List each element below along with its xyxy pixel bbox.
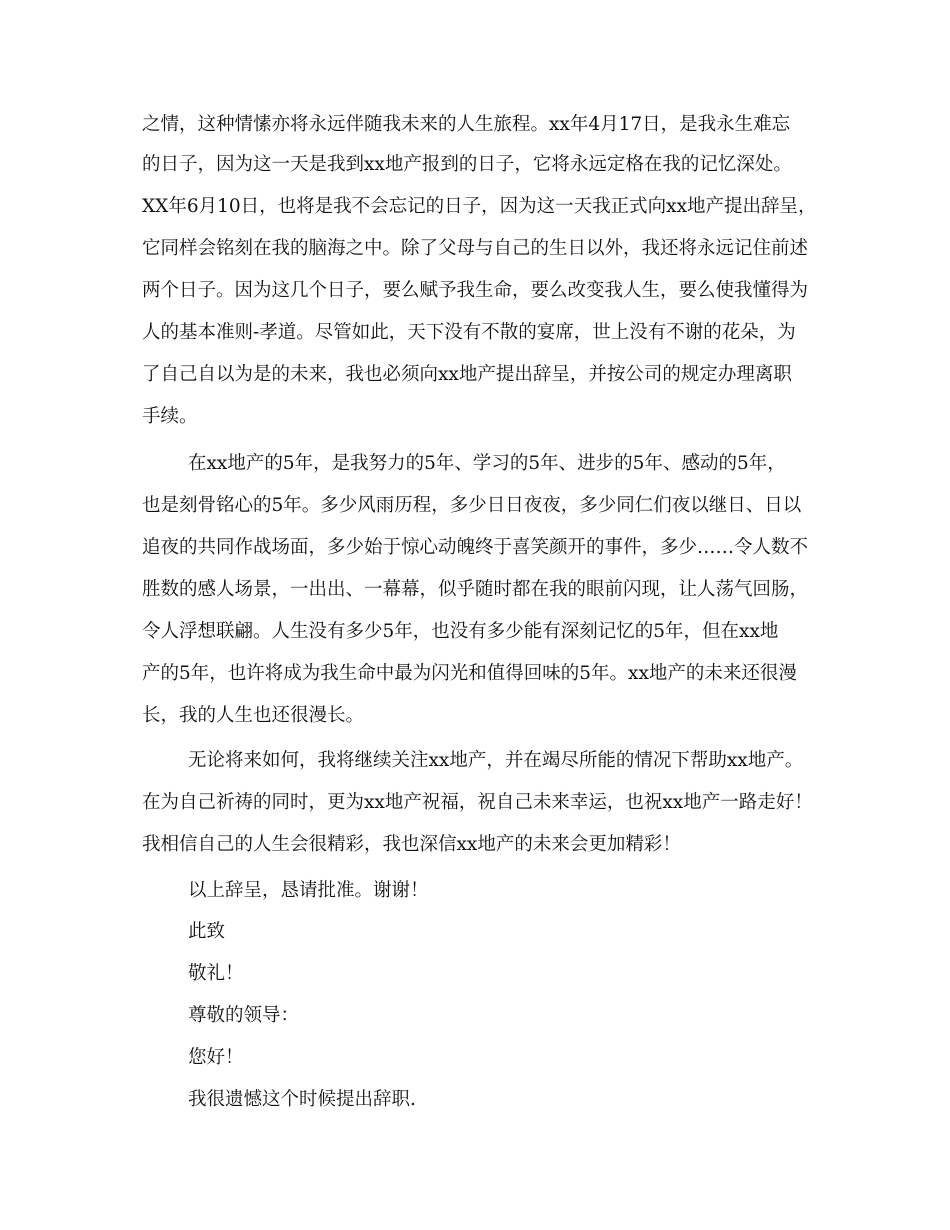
paragraph-line: 两个日子。因为这几个日子，要么赋予我生命，要么改变我人生，要么使我懂得为 <box>142 280 809 301</box>
paragraph-line: 长，我的人生也还很漫长。 <box>142 705 365 726</box>
paragraph-line: 之情，这种情愫亦将永远伴随我未来的人生旅程。xx年4月17日，是我永生难忘 <box>142 114 791 135</box>
greeting-line: 您好！ <box>188 1047 244 1068</box>
paragraph-line: 胜数的感人场景，一出出、一幕幕，似乎随时都在我的眼前闪现，让人荡气回肠， <box>142 579 809 600</box>
paragraph-line: XX年6月10日，也将是我不会忘记的日子，因为这一天我正式向xx地产提出辞呈， <box>142 196 817 217</box>
paragraph-line: 人的基本准则-孝道。尽管如此，天下没有不散的宴席，世上没有不谢的花朵，为 <box>142 322 796 343</box>
paragraph-line: 了自己自以为是的未来，我也必须向xx地产提出辞呈，并按公司的规定办理离职 <box>142 364 792 385</box>
paragraph-line: 我相信自己的人生会很精彩，我也深信xx地产的未来会更加精彩！ <box>142 834 681 855</box>
paragraph-line: 它同样会铭刻在我的脑海之中。除了父母与自己的生日以外，我还将永远记住前述 <box>142 238 809 259</box>
paragraph-line: 手续。 <box>142 406 198 427</box>
paragraph-line: 追夜的共同作战场面，多少始于惊心动魄终于喜笑颜开的事件，多少……令人数不 <box>142 537 809 558</box>
salutation-line: 敬礼！ <box>188 963 244 984</box>
paragraph-line: 的日子，因为这一天是我到xx地产报到的日子，它将永远定格在我的记忆深处。 <box>142 154 792 175</box>
paragraph-line: 在xx地产的5年，是我努力的5年、学习的5年、进步的5年、感动的5年， <box>188 453 786 474</box>
paragraph-line: 在为自己祈祷的同时，更为xx地产祝福，祝自己未来幸运，也祝xx地产一路走好！ <box>142 792 813 813</box>
greeting-line: 尊敬的领导： <box>188 1005 300 1026</box>
paragraph-line: 产的5年，也许将成为我生命中最为闪光和值得回味的5年。xx地产的未来还很漫 <box>142 663 797 684</box>
paragraph-line: 我很遗憾这个时候提出辞职. <box>188 1089 416 1110</box>
salutation-line: 此致 <box>188 921 226 942</box>
closing-line: 以上辞呈，恳请批准。谢谢！ <box>188 880 429 901</box>
paragraph-line: 无论将来如何，我将继续关注xx地产，并在竭尽所能的情况下帮助xx地产。 <box>188 750 804 771</box>
paragraph-line: 令人浮想联翩。人生没有多少5年，也没有多少能有深刻记忆的5年，但在xx地 <box>142 621 779 642</box>
paragraph-line: 也是刻骨铭心的5年。多少风雨历程，多少日日夜夜，多少同仁们夜以继日、日以 <box>142 495 802 516</box>
